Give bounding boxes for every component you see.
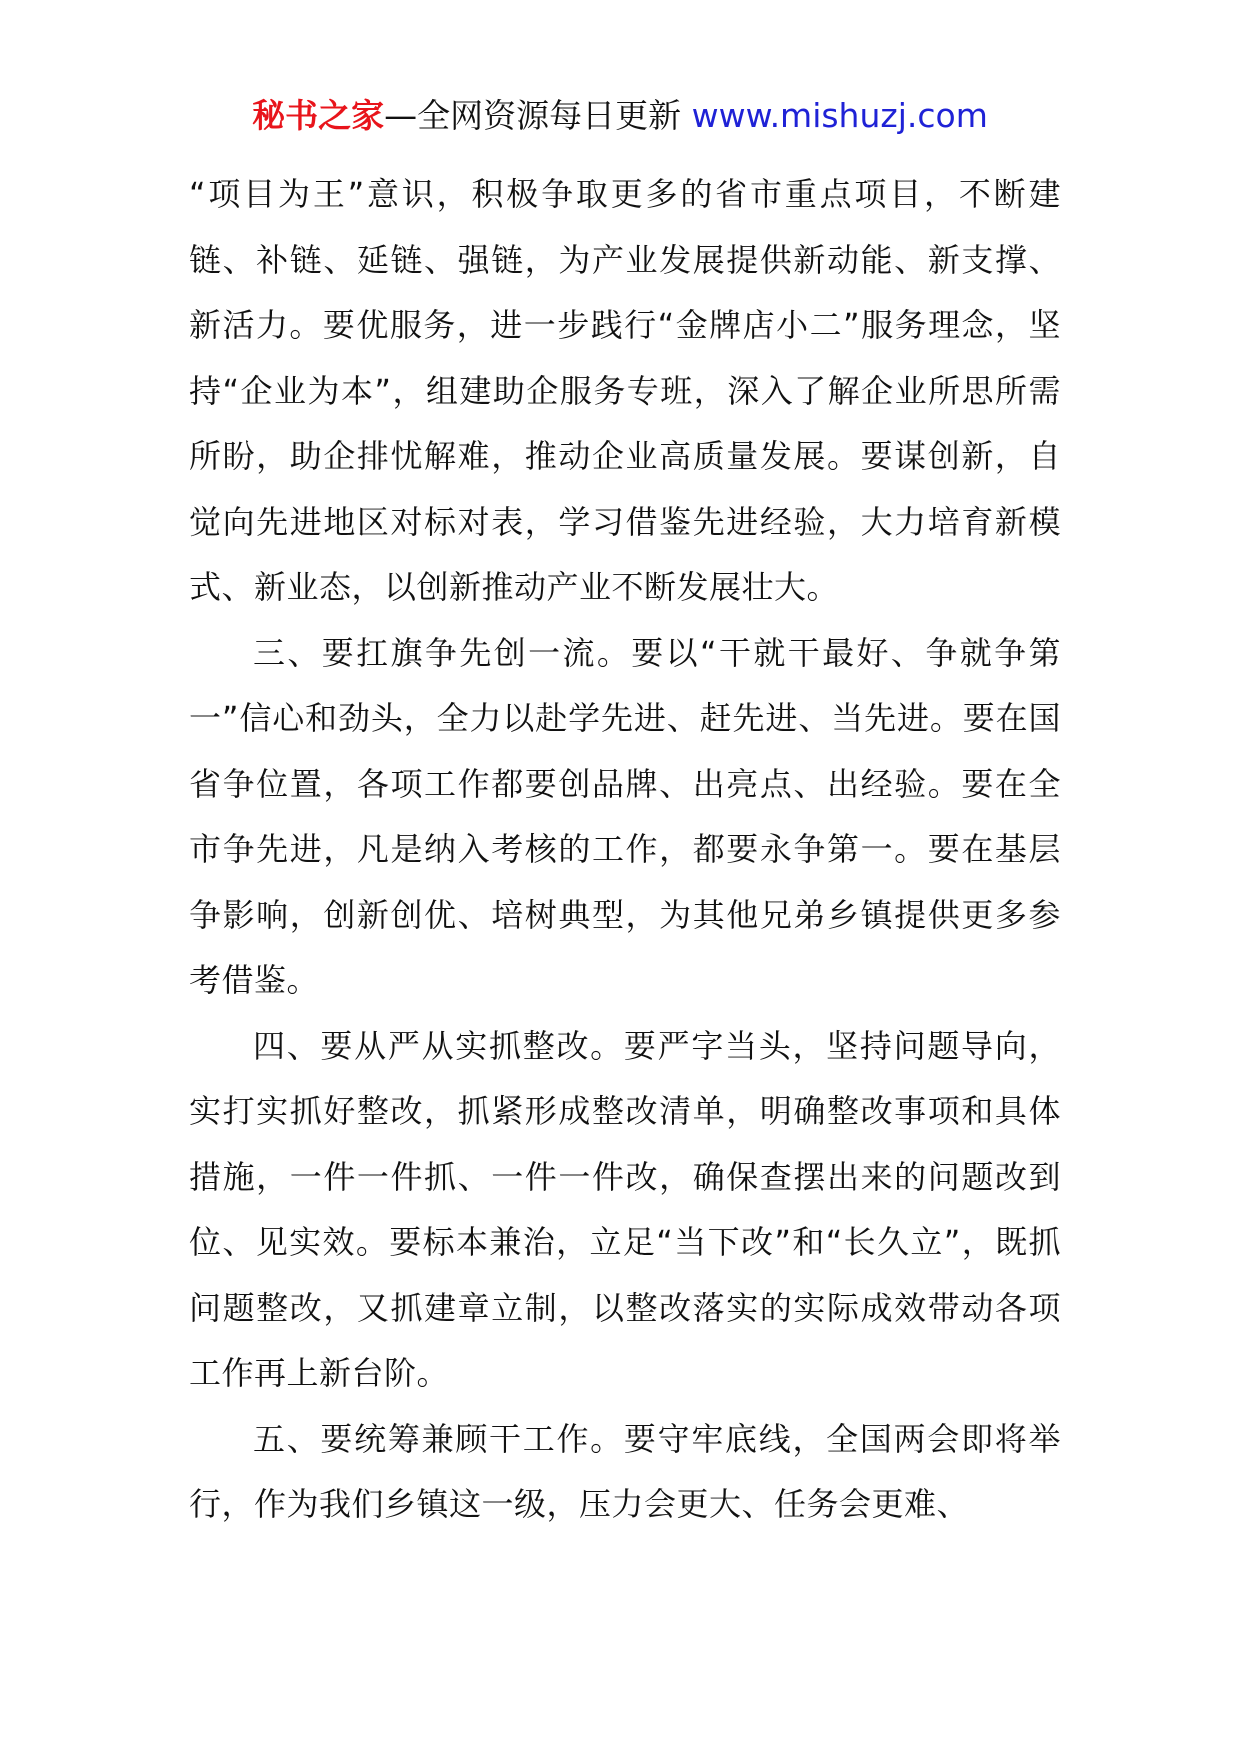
paragraph-section-five: 五、要统筹兼顾干工作。要守牢底线，全国两会即将举行，作为我们乡镇这一级，压力会更大、任务会更难、 — [189, 1419, 1061, 1523]
site-url-link[interactable]: www.mishuzj.com — [691, 96, 988, 135]
paragraph-section-three: 三、要扛旗争先创一流。要以“干就干最好、争就争第一”信心和劲头，全力以赴学先进、赶先进、当先进。要在国省争位置，各项工作都要创品牌、出亮点、出经验。要在全市争先进，凡是纳入考核的工作，都要永争第一。要在基层争影响，创新创优、培树典型，为其他兄弟乡镇提供更多参考借鉴。 — [189, 633, 1061, 999]
paragraph-section-four: 四、要从严从实抓整改。要严字当头，坚持问题导向，实打实抓好整改，抓紧形成整改清单，明确整改事项和具体措施，一件一件抓、一件一件改，确保查摆出来的问题改到位、见实效。要标本兼治，立足“当下改”和“长久立”，既抓问题整改，又抓建章立制，以整改落实的实际成效带动各项工作再上新台阶。 — [189, 1026, 1061, 1392]
site-tagline: —全网资源每日更新 — [384, 96, 692, 135]
document-body — [189, 162, 1061, 1538]
site-brand: 秘书之家 — [252, 96, 385, 135]
site-header — [0, 96, 1240, 136]
paragraph-continued: “项目为王”意识，积极争取更多的省市重点项目，不断建链、补链、延链、强链，为产业发展提供新动能、新支撑、新活力。要优服务，进一步践行“金牌店小二”服务理念，坚持“企业为本”，组建助企服务专班，深入了解企业所思所需所盼，助企排忧解难，推动企业高质量发展。要谋创新，自觉向先进地区对标对表，学习借鉴先进经验，大力培育新模式、新业态，以创新推动产业不断发展壮大。 — [189, 175, 1061, 606]
